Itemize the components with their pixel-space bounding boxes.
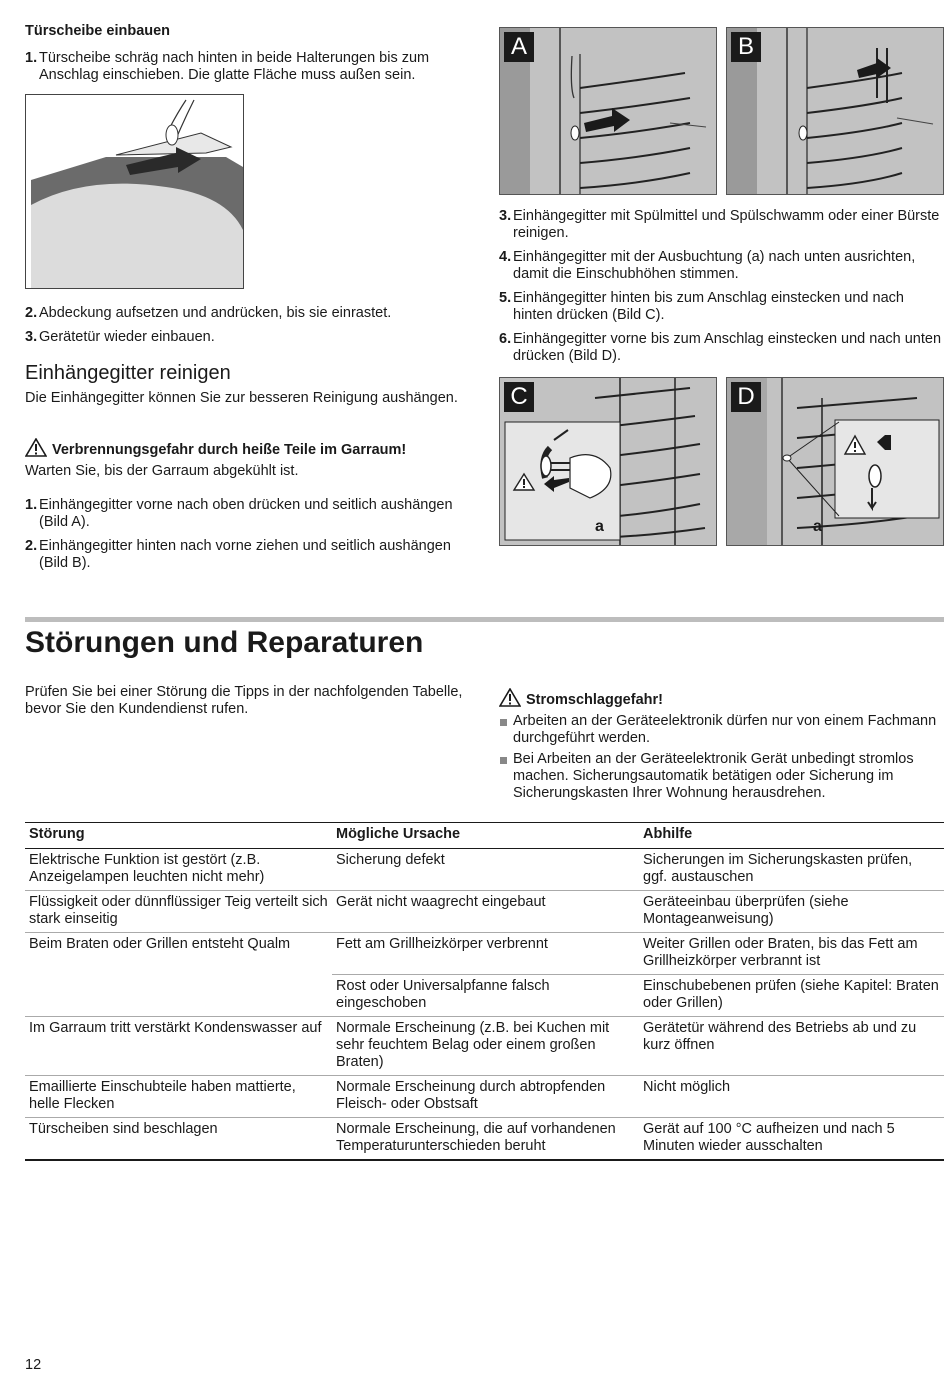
shock-warning	[499, 688, 663, 712]
fault-table	[25, 822, 944, 1161]
table-cell: Elektrische Funktion ist gestört (z.B. Anzeigelampen leuchten nicht mehr)	[25, 849, 332, 891]
table-row	[25, 1118, 944, 1161]
list-item: 4. Einhängegitter mit der Ausbuchtung (a) nach unten ausrichten, damit die Einschubhöhen stimmen.	[499, 249, 916, 282]
burn-warning-title: Verbrennungsgefahr durch heiße Teile im Garraum!	[52, 442, 407, 458]
list-item: 2. Einhängegitter hinten nach vorne ziehen und seitlich aushängen (Bild B).	[25, 538, 451, 571]
table-row	[25, 1017, 944, 1076]
section-heading-rack: Einhängegitter reinigen	[25, 362, 231, 384]
burn-warning-text: Warten Sie, bis der Garraum abgekühlt ist.	[25, 463, 299, 479]
table-cell: Nicht möglich	[639, 1076, 944, 1118]
table-header-row	[25, 823, 944, 849]
figure-c	[499, 377, 717, 546]
table-cell: Normale Erscheinung (z.B. bei Kuchen mit sehr feuchtem Belag oder einem großen Braten)	[332, 1017, 639, 1076]
table-cell: Türscheiben sind beschlagen	[25, 1118, 332, 1161]
section-divider	[25, 617, 944, 622]
table-cell: Im Garraum tritt verstärkt Kondenswasser auf	[25, 1017, 332, 1076]
door-steps-b	[25, 305, 475, 346]
table-cell: Normale Erscheinung, die auf vorhandenen Temperaturunterschieden beruht	[332, 1118, 639, 1161]
table-row	[25, 849, 944, 891]
list-item: 5. Einhängegitter hinten bis zum Anschlag einstecken und nach hinten drücken (Bild C).	[499, 290, 904, 323]
table-row	[25, 975, 944, 1017]
table-cell: Weiter Grillen oder Braten, bis das Fett am Grillheizkörper verbrannt ist	[639, 933, 944, 975]
table-cell: Rost oder Universalpfanne falsch eingeschoben	[332, 975, 639, 1017]
table-cell	[25, 975, 332, 1017]
table-cell: Normale Erscheinung durch abtropfenden Fleisch- oder Obstsaft	[332, 1076, 639, 1118]
figure-label-b: B	[731, 32, 761, 62]
figure-d	[726, 377, 944, 546]
figure-label-c: C	[504, 382, 534, 412]
figure-d-part-label: a	[813, 518, 822, 535]
list-item: 2. Abdeckung aufsetzen und andrücken, bis sie einrastet.	[25, 305, 392, 321]
table-row	[25, 1076, 944, 1118]
table-cell: Geräteeinbau überprüfen (siehe Montageanweisung)	[639, 891, 944, 933]
door-glass-illustration	[25, 94, 244, 289]
table-cell: Flüssigkeit oder dünnflüssiger Teig verteilt sich stark einseitig	[25, 891, 332, 933]
rack-steps-right	[499, 208, 944, 365]
table-row	[25, 933, 944, 975]
table-cell: Sicherung defekt	[332, 849, 639, 891]
page-title: Störungen und Reparaturen	[25, 626, 424, 659]
shock-warning-bullets	[499, 713, 944, 806]
faults-intro: Prüfen Sie bei einer Störung die Tipps in der nachfolgenden Tabelle, bevor Sie den Kundendienst rufen.	[25, 684, 463, 717]
warning-icon	[25, 438, 47, 462]
figure-label-a: A	[504, 32, 534, 62]
table-cell: Gerät nicht waagrecht eingebaut	[332, 891, 639, 933]
section-heading-door: Türscheibe einbauen	[25, 23, 171, 39]
table-cell: Gerätetür während des Betriebs ab und zu kurz öffnen	[639, 1017, 944, 1076]
burn-warning	[25, 438, 406, 462]
rack-intro: Die Einhängegitter können Sie zur besseren Reinigung aushängen.	[25, 390, 458, 406]
table-cell: Sicherungen im Sicherungskasten prüfen, ggf. austauschen	[639, 849, 944, 891]
list-item: 1. Türscheibe schräg nach hinten in beide Halterungen bis zum Anschlag einschieben. Die glatte Fläche muss außen sein.	[25, 50, 430, 83]
figure-a	[499, 27, 717, 195]
list-item: Arbeiten an der Geräteelektronik dürfen nur von einem Fachmann durchgeführt werden.	[499, 713, 944, 747]
figure-label-d: D	[731, 382, 761, 412]
list-item: Bei Arbeiten an der Geräteelektronik Gerät unbedingt stromlos machen. Sicherungsautomatik betätigen oder Sicherung im Sicherungskasten Ihrer Wohnung herausdrehen.	[499, 751, 944, 802]
figure-b	[726, 27, 944, 195]
table-cell: Einschubebenen prüfen (siehe Kapitel: Braten oder Grillen)	[639, 975, 944, 1017]
shock-warning-title: Stromschlaggefahr!	[526, 692, 663, 708]
table-cell: Beim Braten oder Grillen entsteht Qualm	[29, 936, 291, 952]
table-row	[25, 891, 944, 933]
column-header-fault: Störung	[25, 823, 332, 849]
list-item: 6. Einhängegitter vorne bis zum Anschlag einstecken und nach unten drücken (Bild D).	[499, 331, 942, 364]
rack-steps-left	[25, 497, 475, 572]
column-header-remedy: Abhilfe	[639, 823, 944, 849]
warning-icon	[499, 688, 521, 712]
figure-c-part-label: a	[595, 518, 604, 535]
list-item: 3. Gerätetür wieder einbauen.	[25, 329, 215, 345]
list-item: 1. Einhängegitter vorne nach oben drücken und seitlich aushängen (Bild A).	[25, 497, 453, 530]
door-steps-a	[25, 50, 475, 84]
table-cell: Emaillierte Einschubteile haben mattierte, helle Flecken	[25, 1076, 332, 1118]
table-cell: Fett am Grillheizkörper verbrennt	[332, 933, 639, 975]
page-number: 12	[25, 1357, 42, 1373]
column-header-cause: Mögliche Ursache	[332, 823, 639, 849]
list-item: 3. Einhängegitter mit Spülmittel und Spülschwamm oder einer Bürste reinigen.	[499, 208, 940, 241]
table-cell: Gerät auf 100 °C aufheizen und nach 5 Minuten wieder ausschalten	[639, 1118, 944, 1161]
